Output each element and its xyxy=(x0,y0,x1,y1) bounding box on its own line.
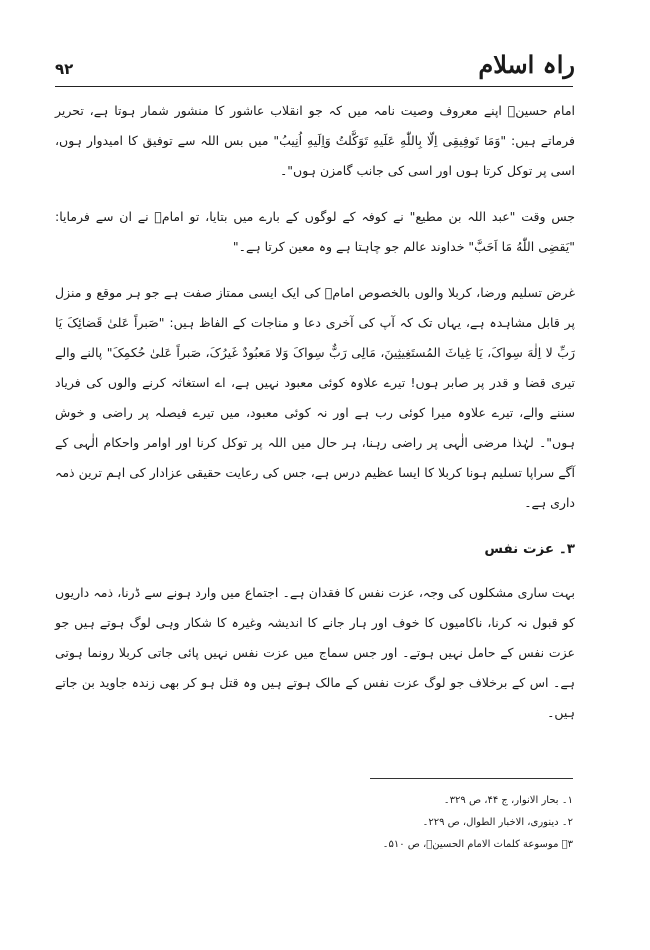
header-divider xyxy=(55,86,573,87)
page-number: ۹۲ xyxy=(55,60,74,78)
paragraph-1: امام حسینؑ اپنے معروف وصیت نامہ میں کہ جو انقلاب عاشور کا منشور شمار ہوتا ہے، تحریر فرماتے ہیں: "وَمَا تَوفِیقِی اِلّا بِاللّٰهِ عَلَیهِ تَوَکَّلتُ وَاِلَیهِ اُنِیبُ" میں بس اللہ سے توفیق کا امیدوار ہوں، اسی پر توکل کرتا ہوں اور اسی کی جانب گامزن ہوں"۔ xyxy=(55,103,575,178)
footnotes xyxy=(55,790,573,856)
paragraph-4: بہت ساری مشکلوں کی وجہ، عزت نفس کا فقدان ہے۔ اجتماع میں وارد ہونے سے ڈرنا، ذمہ داریوں کو قبول نہ کرنا، ناکامیوں کا خوف اور ہار جانے کا اندیشہ وغیرہ کا شکار وہی لوگ ہوتے ہیں جو عزت نفس کے حامل نہیں ہوتے۔ اور جس سماج میں عزت نفس نہیں پائی جاتی کربلا رونما ہوتی ہے۔ اس کے برخلاف جو لوگ عزت نفس کے مالک ہوتے ہیں وہ قتل ہو کر بھی زندہ جاوید بن جاتے ہیں۔ xyxy=(55,585,575,720)
footnote-2: ۲۔ دینوری، الاخبار الطوال، ص ۲۲۹۔ xyxy=(422,817,573,828)
paragraph-3: غرض تسلیم ورضا، کربلا والوں بالخصوص امامؑ کی ایک ایسی ممتاز صفت ہے جو ہر موقع و منزل پر قابل مشاہدہ ہے، یہاں تک کہ آپ کی آخری دعا و مناجات کے الفاظ ہیں: "صَبراً عَلیٰ قَضائِکَ یَا رَبِّ لا اِلٰهَ سِواکَ، یَا غِیاثَ المُستَغِیثِینَ، مَالِی رَبٌّ سِواکَ وَلا مَعبُودٌ غَیرُکَ، صَبراً عَلیٰ حُکمِکَ" پالنے والے تیری قضا و قدر پر صابر ہوں! تیرے علاوہ کوئی معبود نہیں ہے، اے استغاثہ کرنے والوں کی فریاد سننے والے، تیرے علاوہ میرا کوئی رب ہے اور نہ کوئی معبود، میں تیرے فیصلہ پر راضی و خوش ہوں"۔ لہٰذا مرضی الٰہی پر راضی رہنا، ہر حال میں اللہ پر توکل کرنا اور اوامر واحکام الٰہی کے آگے سراپا تسلیم ہونا کربلا کا ایسا عظیم درس ہے، جس کی رعایت حقیقی عزادار کی اہم ترین ذمہ داری ہے۔ xyxy=(55,285,575,510)
footnote-3: ۳۔ موسوعة کلمات الامام الحسینؑ، ص ۵۱۰۔ xyxy=(382,839,573,850)
book-title: راہ اسلام xyxy=(478,50,575,79)
page-body xyxy=(55,96,575,744)
footnote-divider xyxy=(370,778,573,779)
page-header xyxy=(55,50,575,90)
section-heading: ۳۔ عزت نفس xyxy=(484,541,575,557)
footnote-1: ۱۔ بحار الانوار، ج ۴۴، ص ۳۲۹۔ xyxy=(443,795,573,806)
paragraph-2: جس وقت "عبد اللہ بن مطیع" نے کوفہ کے لوگوں کے بارے میں بتایا، تو امامؑ نے ان سے فرمایا: "یَقضِی اللّٰهُ مَا اَحَبَّ" خداوند عالم جو چاہتا ہے وہ معین کرتا ہے۔" xyxy=(55,209,575,254)
